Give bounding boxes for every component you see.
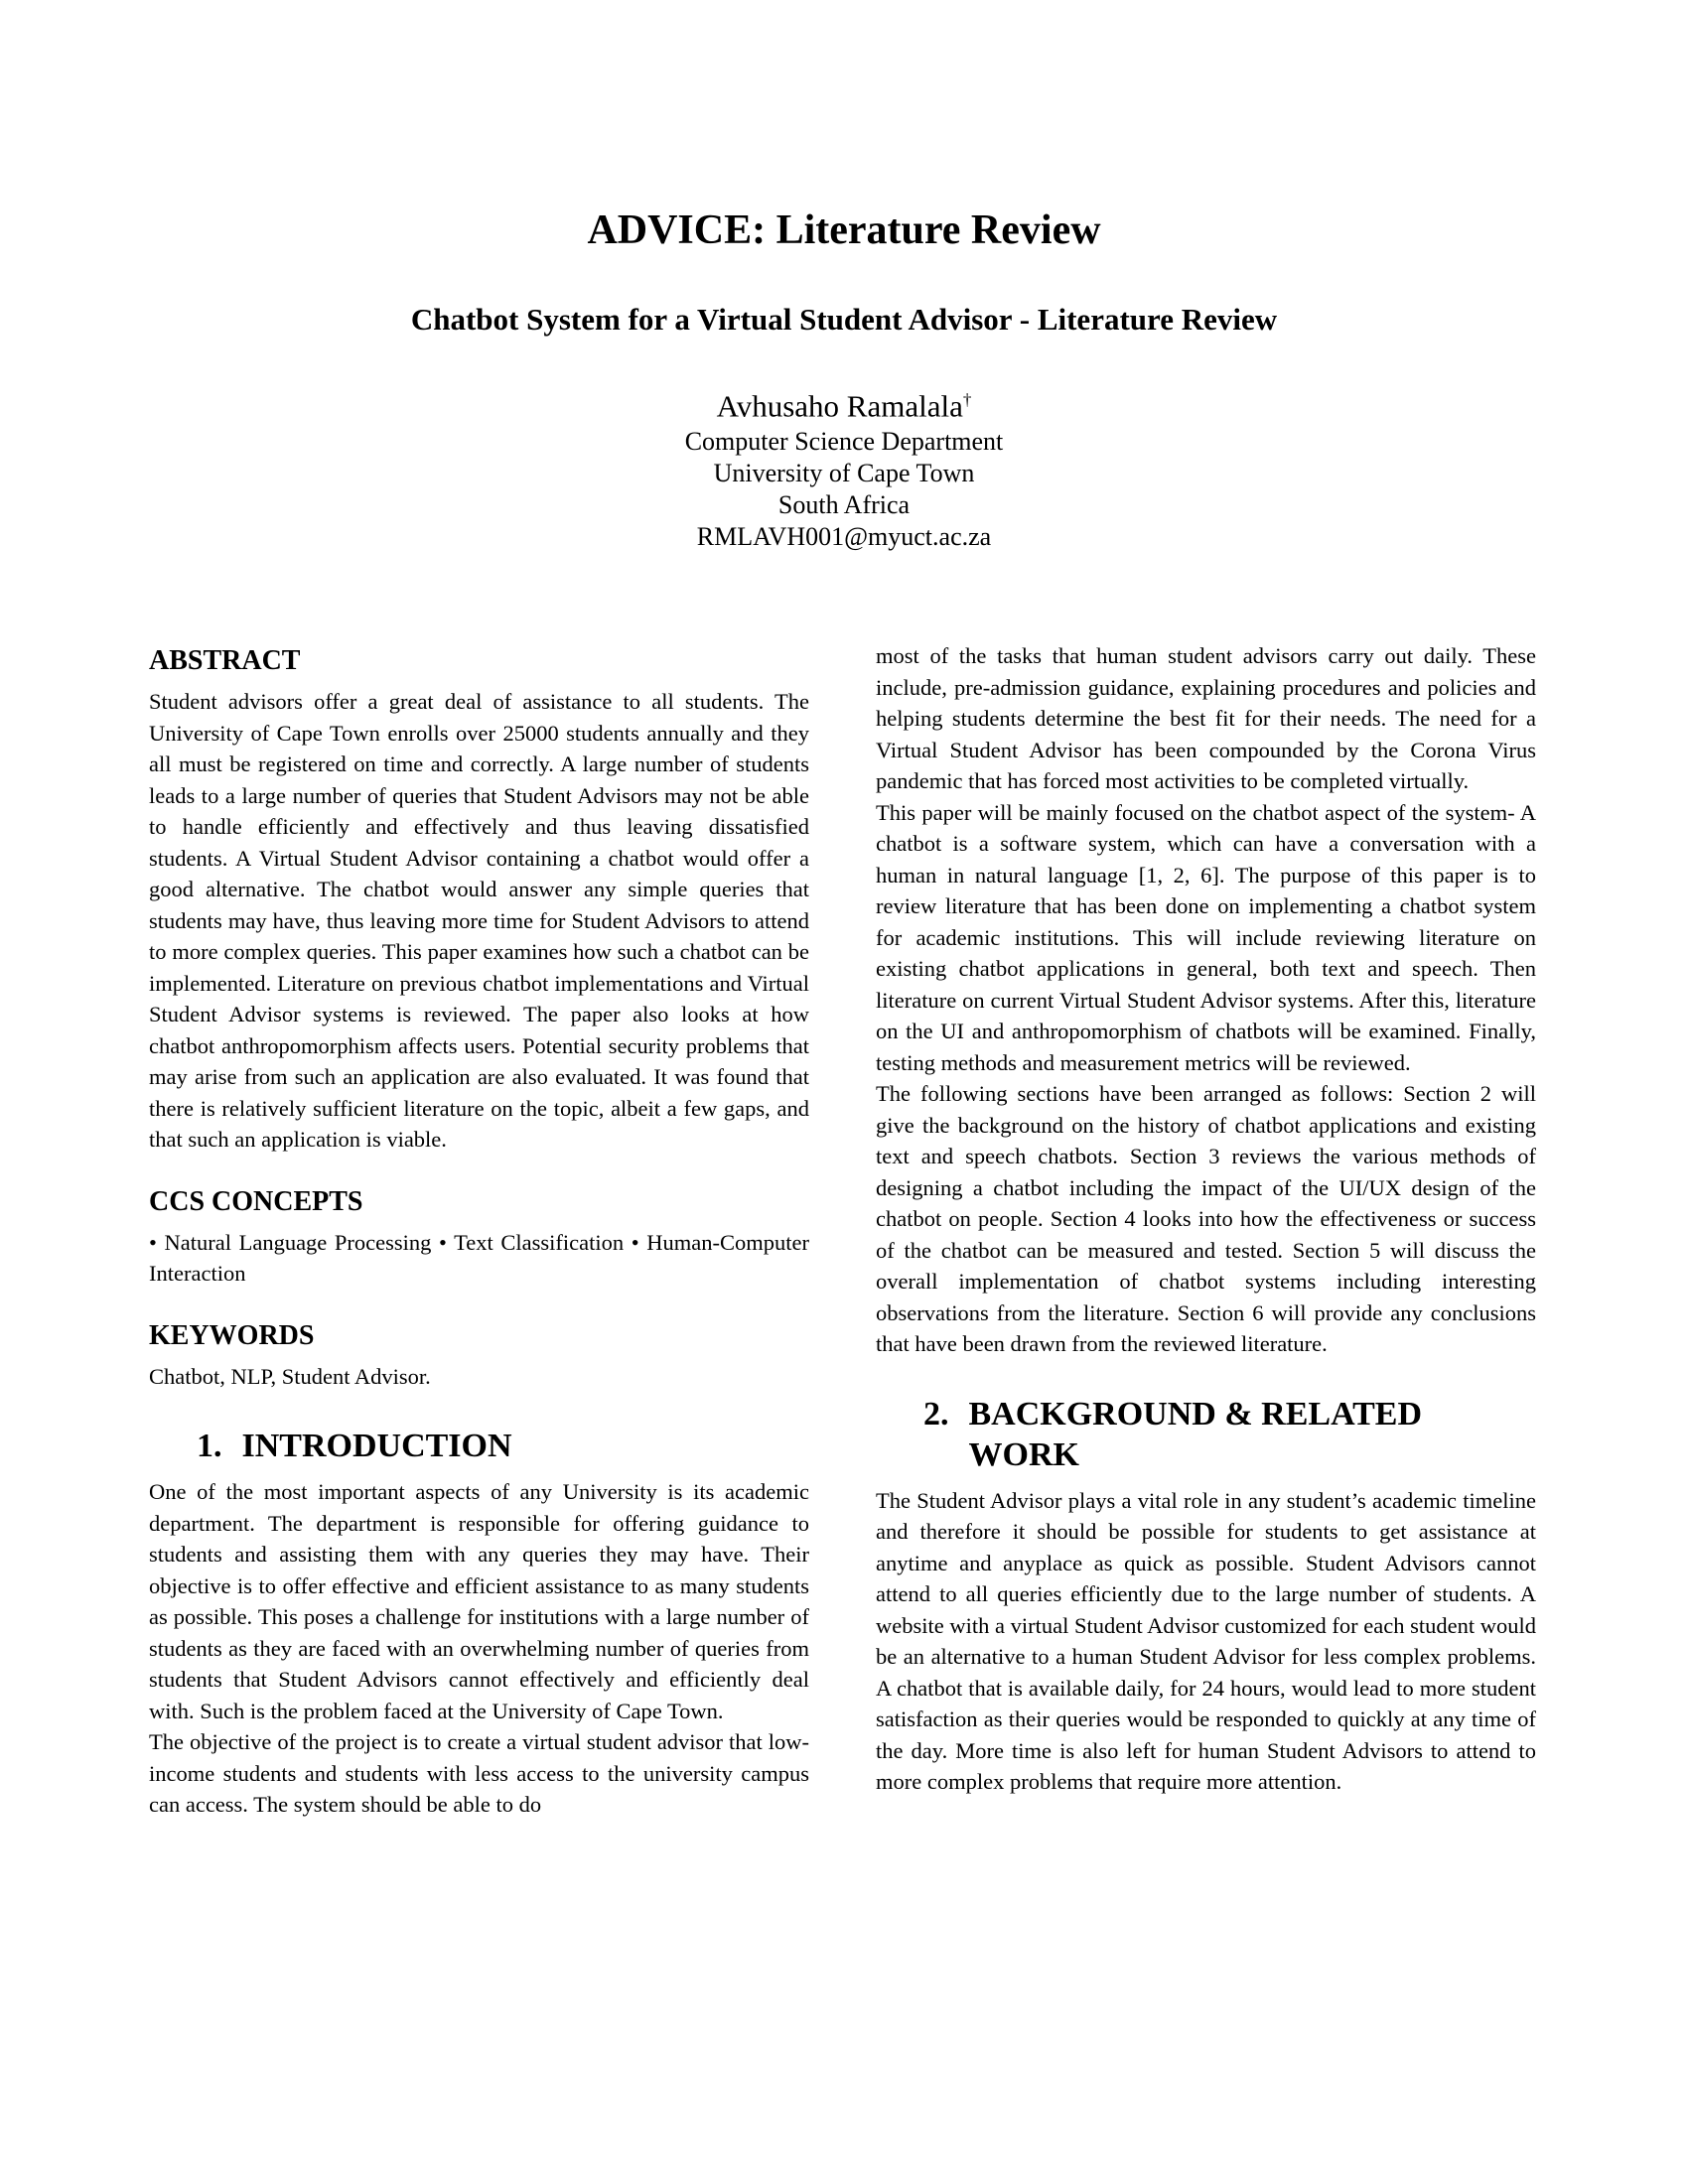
introduction-continued-paragraph: This paper will be mainly focused on the chatbot aspect of the system- A chatbot is a software system, which can have a conversation with a human in natural language [1, 2, 6]. The purpose of this paper is to review literature that has been done on implementing a chatbot system for academic institutions. This will include reviewing literature on existing chatbot applications in general, both text and speech. Then literature on current Virtual Student Advisor systems. After this, literature on the UI and anthropomorphism of chatbots will be examined. Finally, testing methods and measurement metrics will be reviewed. xyxy=(876,799,1536,1075)
affiliation-country: South Africa xyxy=(777,490,911,520)
section-title: BACKGROUND & RELATED WORK xyxy=(968,1395,1423,1473)
author-footnote-mark: † xyxy=(962,390,972,409)
background-heading xyxy=(876,1394,1536,1475)
keywords-heading: KEYWORDS xyxy=(149,1319,315,1351)
introduction-paragraph: One of the most important aspects of any University is its academic department. The department is responsible for offering guidance to students and assisting them with any queries they may have. Their objective is to offer effective and efficient assistance to as many students as possible. This poses a challenge for institutions with a large number of students as they are faced with an overwhelming number of queries from students that Student Advisors cannot effectively and efficiently deal with. Such is the problem faced at the University of Cape Town. xyxy=(149,1479,809,1723)
author-name-line xyxy=(0,380,1688,426)
paper-subtitle: Chatbot System for a Virtual Student Advisor - Literature Review xyxy=(410,302,1278,337)
left-column xyxy=(149,644,809,1821)
affiliation-department: Computer Science Department xyxy=(684,427,1004,457)
author-name: Avhusaho Ramalala xyxy=(716,388,963,424)
abstract-heading: ABSTRACT xyxy=(149,645,301,676)
author-block xyxy=(0,380,1688,553)
right-column xyxy=(876,640,1536,1798)
abstract-text: Student advisors offer a great deal of assistance to all students. The University of Cape Town enrolls over 25000 students annually and they all must be registered on time and correctly. A large number of students leads to a large number of queries that Student Advisors may not be able to handle efficiently and effectively and thus leaving dissatisfied students. A Virtual Student Advisor containing a chatbot would offer a good alternative. The chatbot would answer any simple queries that students may have, thus leaving more time for Student Advisors to attend to more complex queries. This paper examines how such a chatbot can be implemented. Literature on previous chatbot implementations and Virtual Student Advisor systems is reviewed. The paper also looks at how chatbot anthropomorphism affects users. Potential security problems that may arise from such an application are also evaluated. It was found that there is relatively sufficient literature on the topic, albeit a few gaps, and that such an application is viable. xyxy=(149,689,809,1152)
introduction-continued-paragraph: most of the tasks that human student advisors carry out daily. These include, pre-admission guidance, explaining procedures and policies and helping students determine the best fit for their needs. The need for a Virtual Student Advisor has been compounded by the Corona Virus pandemic that has forced most activities to be completed virtually. xyxy=(876,643,1536,793)
ccs-concepts-text: • Natural Language Processing • Text Classification • Human-Computer Interaction xyxy=(149,1229,809,1286)
section-number: 2. xyxy=(923,1395,949,1433)
ccs-concepts-heading: CCS CONCEPTS xyxy=(149,1185,363,1217)
introduction-continued-paragraph: The following sections have been arranged as follows: Section 2 will give the background on the history of chatbot applications and existing text and speech chatbots. Section 3 reviews the various methods of designing a chatbot including the impact of the UI/UX design of the chatbot on people. Section 4 looks into how the effectiveness or success of the chatbot can be measured and tested. Section 5 will discuss the overall implementation of chatbot systems including interesting observations from the literature. Section 6 will provide any conclusions that have been drawn from the reviewed literature. xyxy=(876,1081,1536,1356)
paper-title: ADVICE: Literature Review xyxy=(587,207,1101,253)
author-email: RMLAVH001@myuct.ac.za xyxy=(696,522,992,552)
introduction-heading xyxy=(149,1426,809,1466)
affiliation-university: University of Cape Town xyxy=(713,459,975,488)
section-number: 1. xyxy=(197,1428,222,1464)
keywords-text: Chatbot, NLP, Student Advisor. xyxy=(149,1363,431,1389)
background-paragraph: The Student Advisor plays a vital role in any student’s academic timeline and therefore it should be possible for students to get assistance at anytime and anyplace as quick as possible. Student Advisors cannot attend to all queries efficiently due to the large number of students. A website with a virtual Student Advisor customized for each student would be an alternative to a human Student Advisor for less complex problems. A chatbot that is available daily, for 24 hours, would lead to more student satisfaction as their queries would be responded to quickly at any time of the day. More time is also left for human Student Advisors to attend to more complex problems that require more attention. xyxy=(876,1487,1536,1794)
section-title: INTRODUCTION xyxy=(241,1428,512,1464)
introduction-paragraph: The objective of the project is to create a virtual student advisor that low-income students and students with less access to the university campus can access. The system should be able to do xyxy=(149,1729,809,1817)
